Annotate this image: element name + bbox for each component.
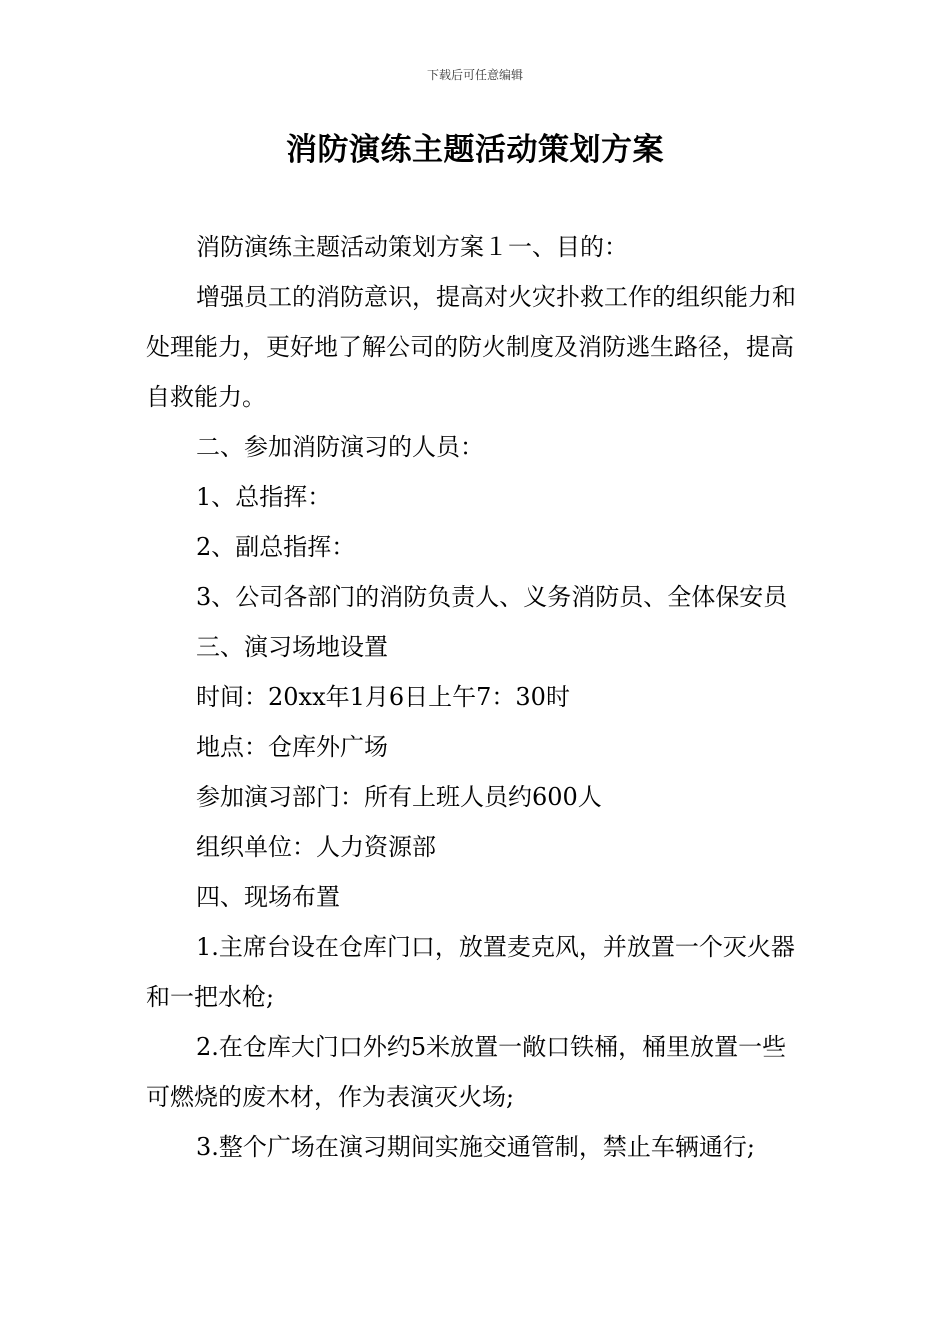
departments-line: 参加演习部门：所有上班人员约600人 xyxy=(196,783,602,811)
list-item: 2、副总指挥： xyxy=(196,533,356,561)
paragraph-purpose: 增强员工的消防意识，提高对火灾扑救工作的组织能力和处理能力，更好地了解公司的防火制度及消防逃生路径，提高自救能力。 xyxy=(146,283,796,411)
time-line: 时间：20xx年1月6日上午7：30时 xyxy=(196,683,570,711)
document-body xyxy=(146,222,808,1172)
list-item: 2.在仓库大门口外约5米放置一敞口铁桶，桶里放置一些可燃烧的废木材，作为表演灭火场; xyxy=(146,1033,787,1111)
list-item: 1、总指挥： xyxy=(196,483,332,511)
section-heading-venue: 三、演习场地设置 xyxy=(196,633,388,661)
location-line: 地点：仓库外广场 xyxy=(196,733,388,761)
section-heading-participants: 二、参加消防演习的人员： xyxy=(196,433,484,461)
list-item: 1.主席台设在仓库门口，放置麦克风，并放置一个灭火器和一把水枪; xyxy=(146,933,795,1011)
organizer-line: 组织单位：人力资源部 xyxy=(196,833,436,861)
list-item: 3、公司各部门的消防负责人、义务消防员、全体保安员 xyxy=(196,583,788,611)
header-note: 下载后可任意编辑 xyxy=(426,68,523,82)
section-heading-layout: 四、现场布置 xyxy=(196,883,340,911)
list-item: 3.整个广场在演习期间实施交通管制，禁止车辆通行; xyxy=(196,1133,755,1161)
paragraph-intro: 消防演练主题活动策划方案１一、目的： xyxy=(196,233,628,261)
document-title: 消防演练主题活动策划方案 xyxy=(286,132,664,168)
